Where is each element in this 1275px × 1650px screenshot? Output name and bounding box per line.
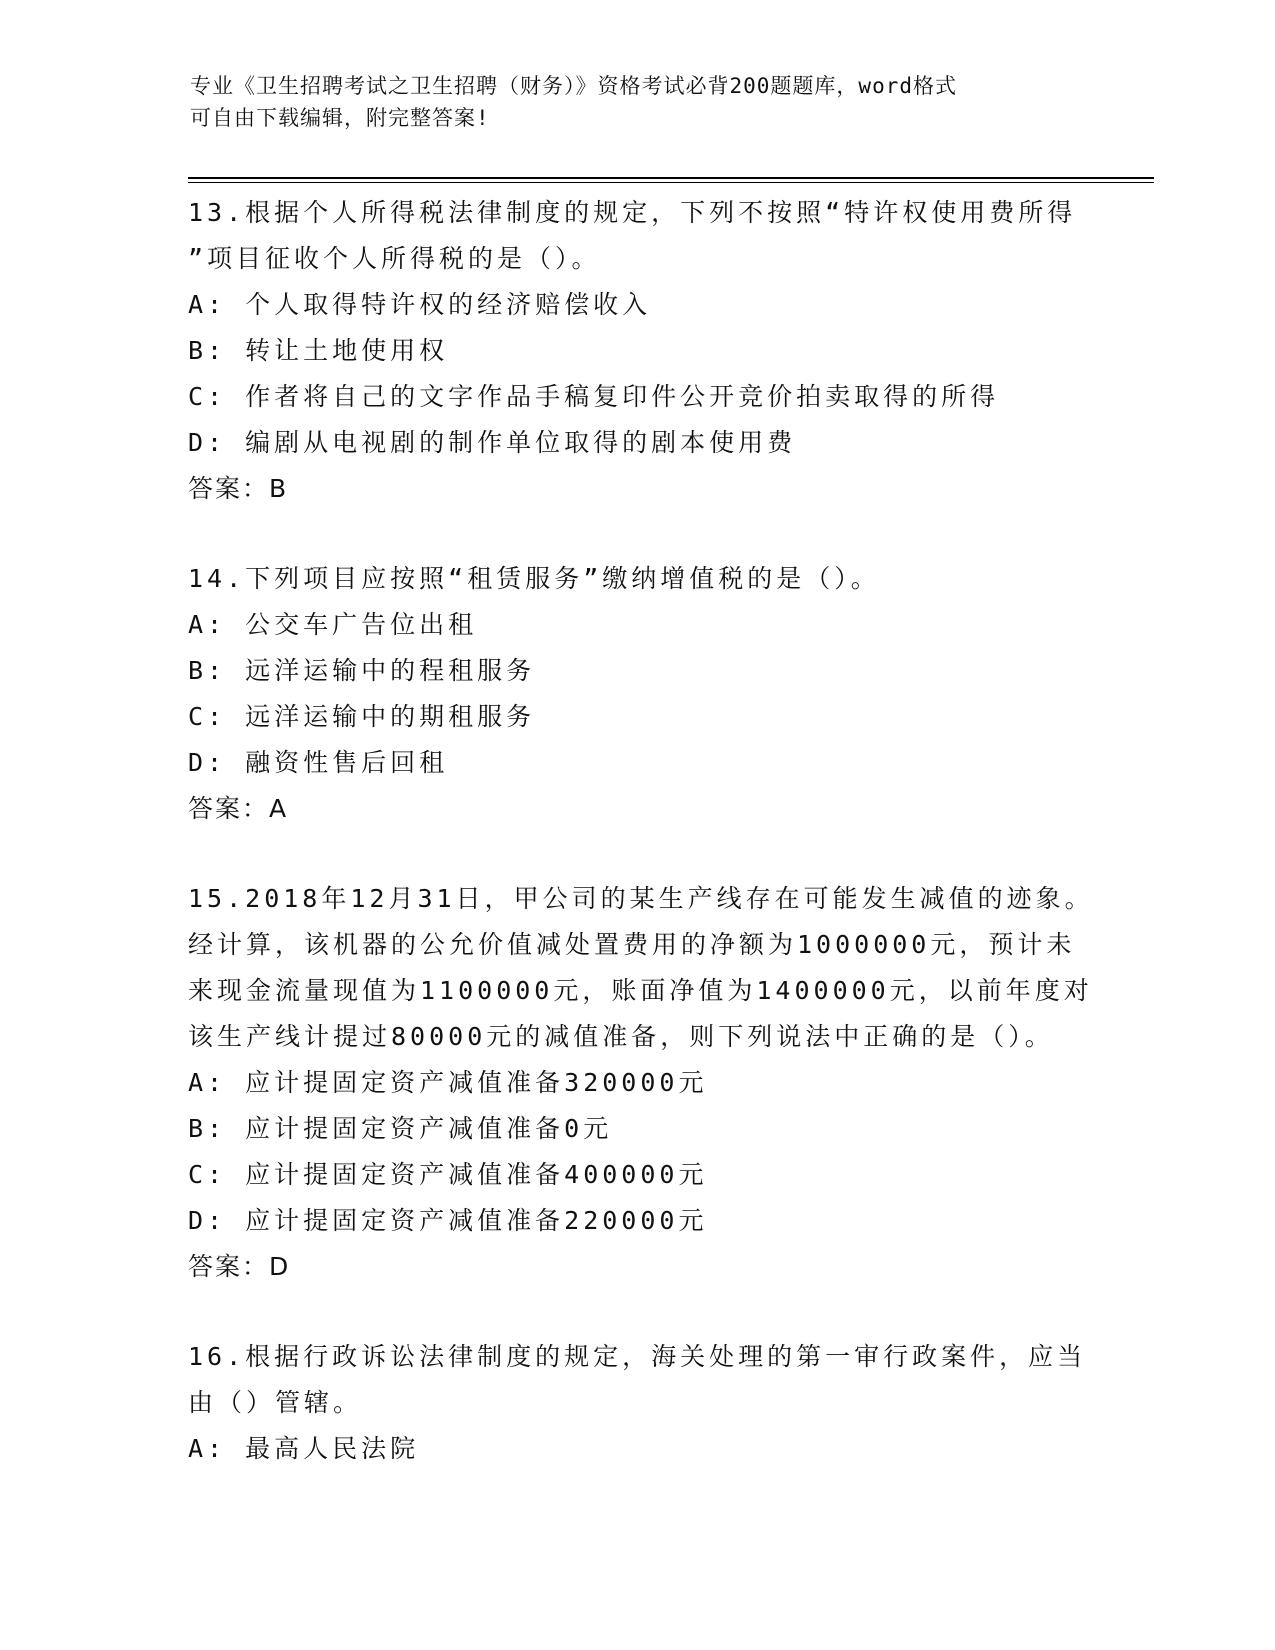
stem-line: ”项目征收个人所得税的是（）。 [188, 244, 601, 273]
stem-line: 由（）管辖。 [188, 1388, 363, 1417]
question-14 [188, 556, 1088, 832]
option-b: B: 转让土地使用权 [188, 336, 449, 365]
option-d: D: 编剧从电视剧的制作单位取得的剧本使用费 [188, 428, 797, 457]
header-line-1: 专业《卫生招聘考试之卫生招聘（财务）》资格考试必背200题题库，word格式 [190, 74, 957, 98]
question-15 [188, 876, 1094, 1290]
question-stem [188, 190, 1088, 282]
stem-line: 该生产线计提过80000元的减值准备，则下列说法中正确的是（）。 [188, 1022, 1054, 1051]
header-divider [188, 177, 1154, 179]
option-a: A: 个人取得特许权的经济赔偿收入 [188, 290, 652, 319]
option-a: A: 最高人民法院 [188, 1434, 420, 1463]
option-a: A: 应计提固定资产减值准备320000元 [188, 1068, 708, 1097]
option-c: C: 远洋运输中的期租服务 [188, 702, 536, 731]
option-c: C: 应计提固定资产减值准备400000元 [188, 1160, 708, 1189]
header-line-2: 可自由下载编辑，附完整答案! [190, 106, 490, 130]
stem-line: 14.下列项目应按照“租赁服务”缴纳增值税的是（）。 [188, 564, 880, 593]
answer: 答案：A [188, 794, 289, 823]
option-a: A: 公交车广告位出租 [188, 610, 478, 639]
stem-line: 13.根据个人所得税法律制度的规定，下列不按照“特许权使用费所得 [188, 198, 1077, 227]
question-stem [188, 1334, 1088, 1426]
stem-line: 15.2018年12月31日，甲公司的某生产线存在可能发生减值的迹象。 [188, 884, 1094, 913]
stem-line: 来现金流量现值为1100000元，账面净值为1400000元，以前年度对 [188, 976, 1093, 1005]
question-16 [188, 1334, 1088, 1472]
header-divider-thin [188, 182, 1154, 183]
option-d: D: 融资性售后回租 [188, 748, 449, 777]
answer: 答案：B [188, 474, 289, 503]
document-header [190, 70, 1080, 134]
option-b: B: 远洋运输中的程租服务 [188, 656, 536, 685]
question-stem [188, 876, 1094, 1060]
option-c: C: 作者将自己的文字作品手稿复印件公开竞价拍卖取得的所得 [188, 382, 1000, 411]
question-13 [188, 190, 1088, 512]
stem-line: 16.根据行政诉讼法律制度的规定，海关处理的第一审行政案件，应当 [188, 1342, 1087, 1371]
question-stem [188, 556, 1088, 602]
option-d: D: 应计提固定资产减值准备220000元 [188, 1206, 708, 1235]
question-list [188, 190, 1094, 1472]
option-b: B: 应计提固定资产减值准备0元 [188, 1114, 613, 1143]
answer: 答案：D [188, 1252, 291, 1281]
stem-line: 经计算，该机器的公允价值减处置费用的净额为1000000元，预计未 [188, 930, 1076, 959]
